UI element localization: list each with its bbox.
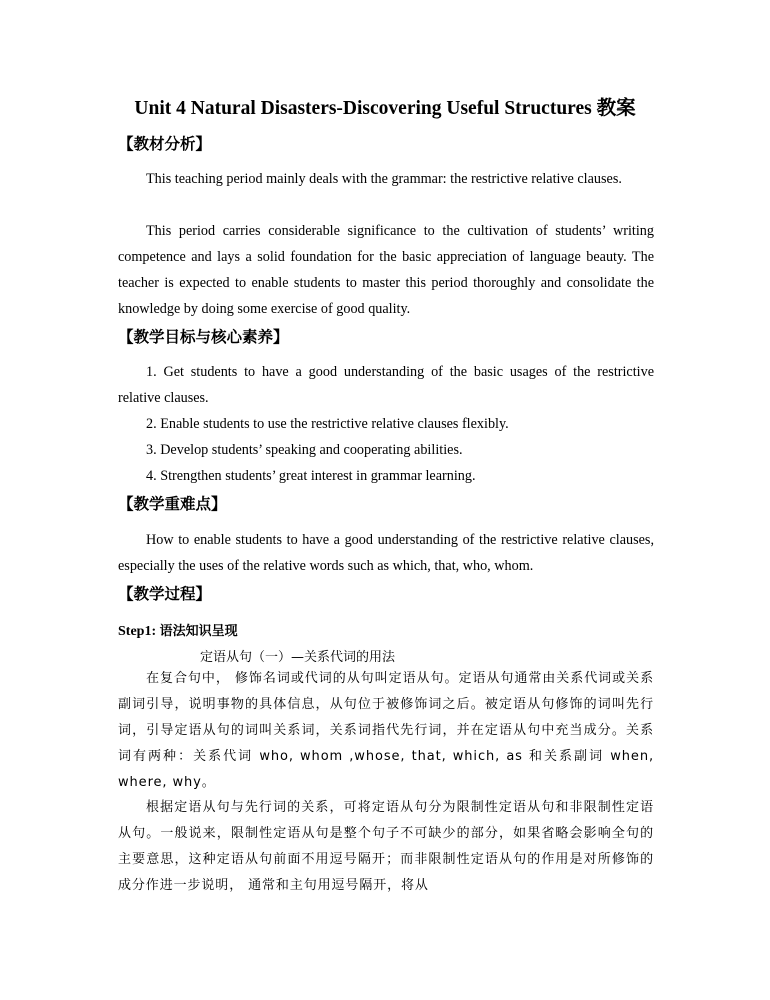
heading-analysis: 【教材分析】: [118, 135, 212, 153]
step-1-title: [118, 620, 238, 640]
document-title: Unit 4 Natural Disasters-Discovering Useful Structures 教案: [134, 98, 636, 119]
step-1-label: Step1:: [118, 624, 157, 639]
objective-item-2: 2. Enable students to use the restrictive relative clauses flexibly.: [146, 416, 509, 432]
grammar-subtitle: 定语从句（一）—关系代词的用法: [200, 650, 396, 665]
objective-item-4: 4. Strengthen students’ great interest in grammar learning.: [146, 468, 476, 484]
analysis-paragraph-2: This period carries considerable significance to the cultivation of students’ writing competence and lays a solid foundation for the basic appreciation of language beauty. The teacher is expected to enable students to master this period thoroughly and consolidate the knowledge by doing some exercise of good quality.: [118, 223, 654, 317]
objective-item-3: 3. Develop students’ speaking and cooperating abilities.: [146, 442, 463, 458]
objective-item-1: 1. Get students to have a good understanding of the basic usages of the restrictive relative clauses.: [118, 364, 654, 406]
heading-process: 【教学过程】: [118, 585, 212, 603]
heading-key-points: 【教学重难点】: [118, 495, 227, 513]
key-points-paragraph: How to enable students to have a good understanding of the restrictive relative clauses, especially the uses of the relative words such as which, that, who, whom.: [118, 532, 654, 574]
heading-objectives: 【教学目标与核心素养】: [118, 328, 289, 346]
step-1-name: 语法知识呈现: [159, 624, 238, 639]
process-paragraph-2: 根据定语从句与先行词的关系，可将定语从句分为限制性定语从句和非限制性定语从句。一般说来，限制性定语从句是整个句子不可缺少的部分，如果省略会影响全句的主要意思，这种定语从句前面不用逗号隔开；而非限制性定语从句的作用是对所修饰的成分作进一步说明， 通常和主句用逗号隔开，将从: [118, 800, 654, 893]
analysis-paragraph-1: This teaching period mainly deals with the grammar: the restrictive relative clauses.: [146, 171, 622, 187]
process-paragraph-1: 在复合句中， 修饰名词或代词的从句叫定语从句。定语从句通常由关系代词或关系副词引导，说明事物的具体信息，从句位于被修饰词之后。被定语从句修饰的词叫先行词，引导定语从句的词叫关系词，关系词指代先行词，并在定语从句中充当成分。关系词有两种：关系代词 who, whom ,whose, that, which, as 和关系副词 when, where, why。: [118, 671, 654, 790]
